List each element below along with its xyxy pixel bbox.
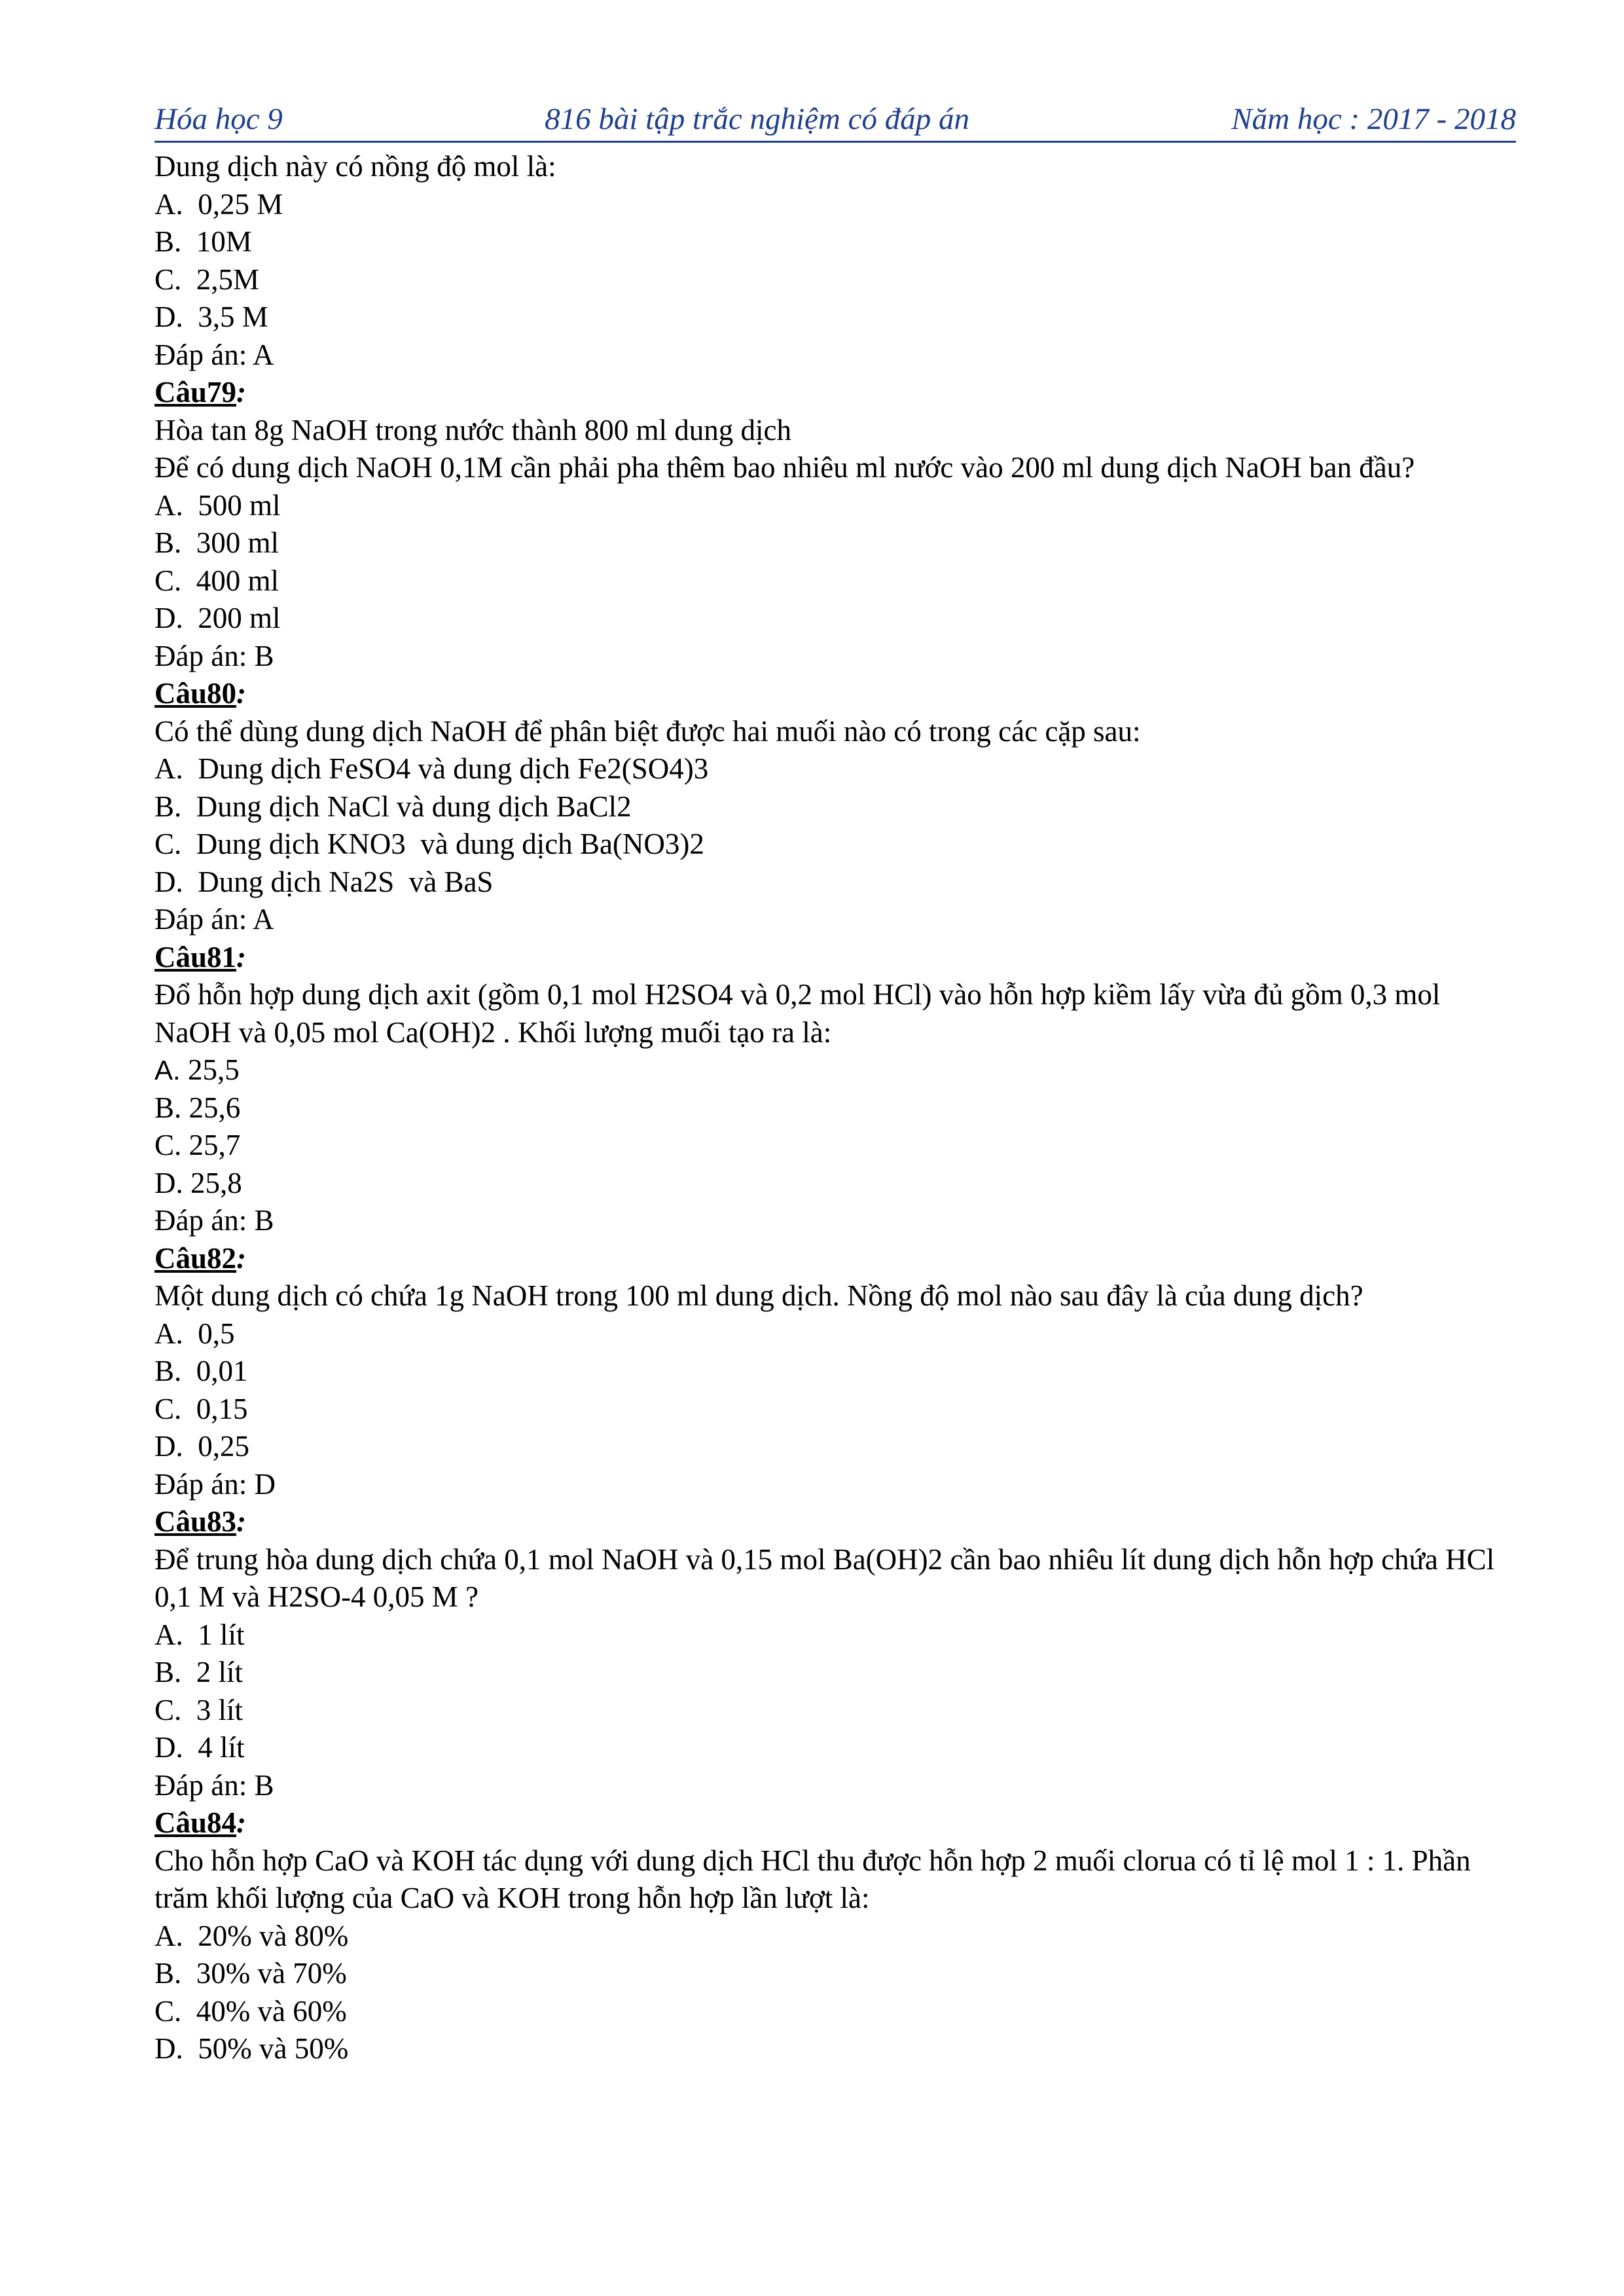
option-d: D. 50% và 50% — [154, 2032, 349, 2065]
option-c: C. 25,7 — [154, 1129, 241, 1161]
option-value: 25,5 — [180, 1053, 240, 1086]
question-heading — [154, 939, 1516, 977]
question-colon: : — [236, 940, 247, 974]
question-number: Câu80 — [154, 677, 237, 710]
option-d: D. 4 lít — [154, 1731, 245, 1764]
question-number: Câu81 — [154, 940, 237, 974]
option-c: C. 0,15 — [154, 1392, 248, 1425]
question-heading — [154, 1804, 1516, 1842]
option-c: C. Dung dịch KNO3 và dung dịch Ba(NO3)2 — [154, 828, 704, 860]
option-a: A. Dung dịch FeSO4 và dung dịch Fe2(SO4)3 — [154, 752, 709, 785]
option-letter: A. — [154, 1055, 181, 1085]
question-colon: : — [236, 376, 247, 409]
answer: Đáp án: A — [154, 338, 274, 371]
question-heading — [154, 675, 1516, 713]
answer: Đáp án: B — [154, 1768, 274, 1802]
option-d: D. 200 ml — [154, 602, 281, 634]
option-c: C. 400 ml — [154, 564, 280, 597]
question-stem: Dung dịch này có nồng độ mol là: — [154, 150, 556, 183]
option-a: A. 1 lít — [154, 1618, 245, 1651]
option-b: B. 2 lít — [154, 1656, 244, 1688]
question-heading — [154, 374, 1516, 412]
option-c: C. 3 lít — [154, 1693, 244, 1726]
option-b: B. 10M — [154, 225, 252, 258]
option-a: A. 20% và 80% — [154, 1919, 349, 1952]
question-stem: Cho hỗn hợp CaO và KOH tác dụng với dung dịch HCl thu được hỗn hợp 2 muối clorua có tỉ lệ mol 1 : 1. Phần trăm khối lượng của CaO và KOH trong hỗn hợp lần lượt là: — [154, 1844, 1471, 1914]
question-colon: : — [236, 1505, 247, 1538]
question-stem: Đổ hỗn hợp dung dịch axit (gồm 0,1 mol H2SO4 và 0,2 mol HCl) vào hỗn hợp kiềm lấy vừa đủ gồm 0,3 mol NaOH và 0,05 mol Ca(OH)2 . Khối lượng muối tạo ra là: — [154, 978, 1441, 1049]
question-number: Câu84 — [154, 1806, 237, 1839]
page-header — [154, 97, 1516, 143]
header-subject: Hóa học 9 — [154, 102, 283, 136]
answer: Đáp án: D — [154, 1467, 276, 1501]
option-a: A. 500 ml — [154, 488, 281, 522]
question-colon: : — [236, 677, 247, 710]
question-stem: Để trung hòa dung dịch chứa 0,1 mol NaOH và 0,15 mol Ba(OH)2 cần bao nhiêu lít dung dịch hỗn hợp chứa HCl 0,1 M và H2SO-4 0,05 M ? — [154, 1542, 1495, 1613]
header-school-year: Năm học : 2017 - 2018 — [1231, 102, 1516, 136]
question-heading — [154, 1240, 1516, 1278]
question-stem: Một dung dịch có chứa 1g NaOH trong 100 ml dung dịch. Nồng độ mol nào sau đây là của dung dịch? — [154, 1279, 1363, 1312]
option-a: A. 0,25 M — [154, 187, 283, 221]
option-a: A. 0,5 — [154, 1317, 235, 1350]
question-stem: Hòa tan 8g NaOH trong nước thành 800 ml dung dịch — [154, 413, 792, 446]
document-body — [154, 148, 1516, 2068]
option-a — [154, 1051, 1516, 1089]
option-d: D. 0,25 — [154, 1430, 249, 1463]
header-title: 816 bài tập trắc nghiệm có đáp án — [545, 102, 969, 136]
answer: Đáp án: B — [154, 639, 274, 672]
option-d: D. 3,5 M — [154, 301, 268, 333]
question-number: Câu82 — [154, 1241, 237, 1275]
question-colon: : — [236, 1806, 247, 1839]
option-b: B. 0,01 — [154, 1355, 248, 1387]
question-number: Câu83 — [154, 1505, 237, 1538]
question-number: Câu79 — [154, 376, 237, 409]
answer: Đáp án: B — [154, 1204, 274, 1237]
question-stem: Để có dung dịch NaOH 0,1M cần phải pha thêm bao nhiêu ml nước vào 200 ml dung dịch NaOH ban đầu? — [154, 451, 1415, 484]
option-d: D. 25,8 — [154, 1166, 242, 1199]
option-b: B. 300 ml — [154, 526, 280, 559]
option-b: B. Dung dịch NaCl và dung dịch BaCl2 — [154, 790, 632, 823]
question-stem: Có thể dùng dung dịch NaOH để phân biệt được hai muối nào có trong các cặp sau: — [154, 714, 1141, 748]
option-b: B. 25,6 — [154, 1091, 241, 1124]
answer: Đáp án: A — [154, 903, 274, 936]
question-heading — [154, 1503, 1516, 1541]
option-d: D. Dung dịch Na2S và BaS — [154, 865, 494, 898]
question-colon: : — [236, 1241, 247, 1275]
option-c: C. 2,5M — [154, 263, 260, 296]
option-b: B. 30% và 70% — [154, 1957, 347, 1990]
option-c: C. 40% và 60% — [154, 1994, 347, 2028]
